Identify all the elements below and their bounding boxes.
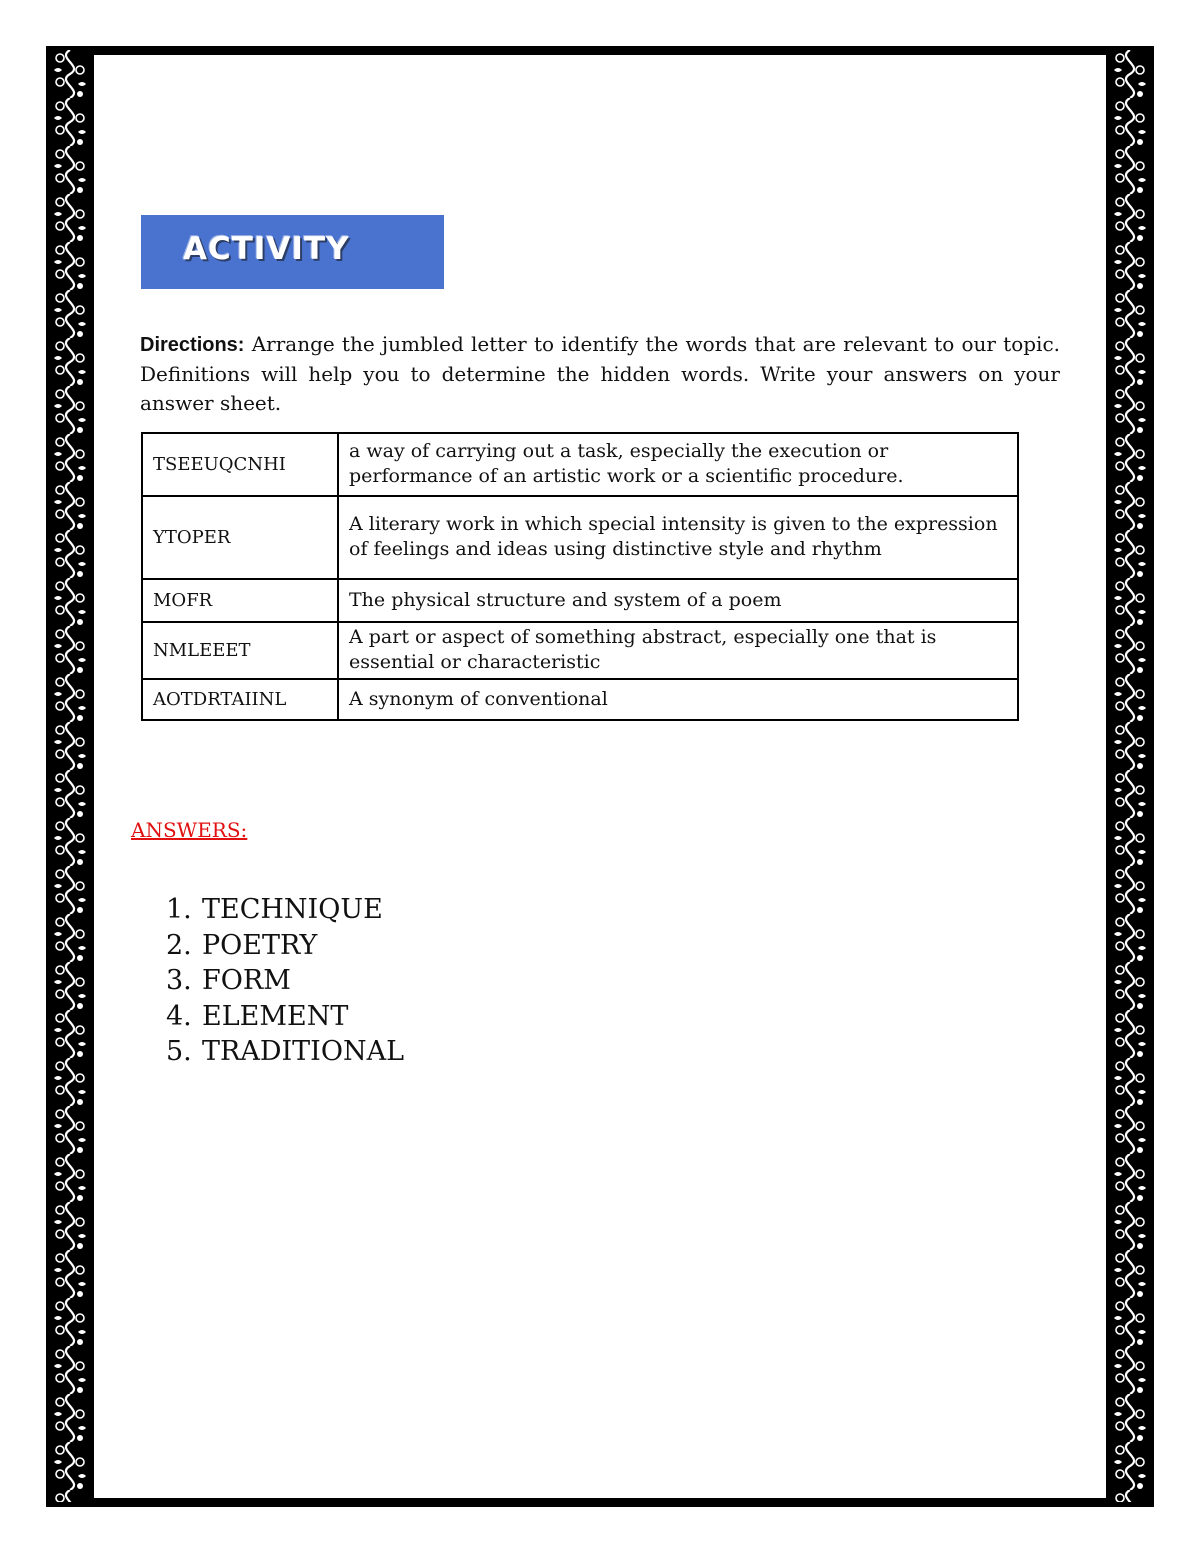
jumbled-word: AOTDRTAIINL <box>142 679 338 720</box>
answers-list <box>166 892 404 1070</box>
directions-text: Arrange the jumbled letter to identify the words that are relevant to our topic. Definitions will help you to determine the hidden words. Write your answers on your answer sheet. <box>140 332 1061 415</box>
table-row <box>142 433 1018 496</box>
answer-number: 5. <box>166 1036 192 1067</box>
vine-border-right <box>1108 50 1152 1502</box>
answer-number: 2. <box>166 929 192 961</box>
answer-number: 4. <box>166 1000 192 1032</box>
directions-label: Directions: <box>140 334 245 356</box>
list-item <box>166 963 404 999</box>
table-row <box>142 496 1018 579</box>
jumbled-word: YTOPER <box>142 496 338 579</box>
definition: a way of carrying out a task, especially the execution or performance of an artistic work or a scientific procedure. <box>338 433 1018 496</box>
table-row <box>142 679 1018 720</box>
answer-word: POETRY <box>202 929 318 961</box>
definition: A part or aspect of something abstract, especially one that is essential or characteristic <box>338 622 1018 679</box>
list-item <box>166 999 404 1035</box>
list-item <box>166 1034 404 1070</box>
answer-number: 3. <box>166 965 192 996</box>
jumbled-words-table <box>141 432 1019 721</box>
answer-word: FORM <box>202 965 291 996</box>
answer-word: TRADITIONAL <box>202 1036 405 1067</box>
answer-number: 1. <box>166 894 192 925</box>
answer-word: TECHNIQUE <box>202 894 383 925</box>
definition: A synonym of conventional <box>338 679 1018 720</box>
list-item <box>166 892 404 928</box>
activity-banner <box>141 215 444 289</box>
table-row <box>142 622 1018 679</box>
table-row <box>142 579 1018 622</box>
jumbled-word: MOFR <box>142 579 338 622</box>
jumbled-word: NMLEEET <box>142 622 338 679</box>
vine-border-left <box>48 50 92 1502</box>
definition: The physical structure and system of a poem <box>338 579 1018 622</box>
jumbled-word: TSEEUQCNHI <box>142 433 338 496</box>
activity-title: ACTIVITY <box>183 231 350 267</box>
directions-paragraph <box>140 330 1060 418</box>
answer-word: ELEMENT <box>202 1000 349 1032</box>
definition: A literary work in which special intensity is given to the expression of feelings and ideas using distinctive style and rhythm <box>338 496 1018 579</box>
list-item <box>166 928 404 964</box>
answers-heading: ANSWERS: <box>131 818 248 842</box>
